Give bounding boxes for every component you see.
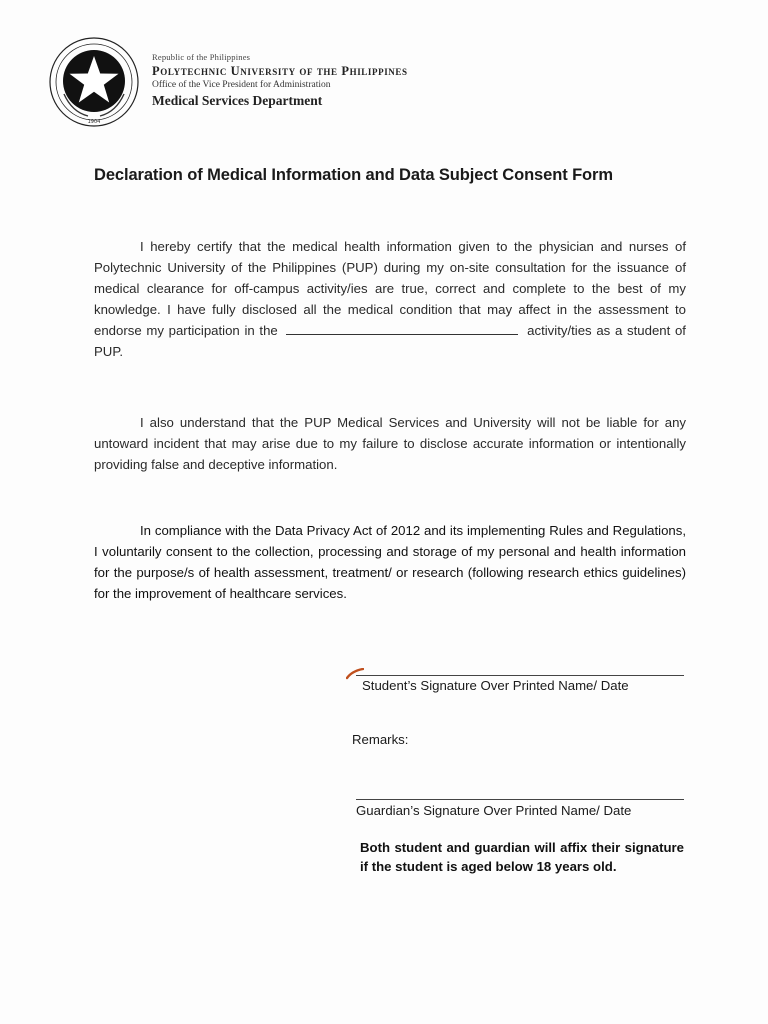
republic-line: Republic of the Philippines: [152, 52, 251, 62]
guardian-signature-line[interactable]: [356, 799, 684, 800]
office-line: Office of the Vice President for Administration: [152, 80, 331, 90]
paragraph2-text: I also understand that the PUP Medical Services and University will not be liable for any untoward incident that may arise due to my failure to disclose accurate information or intentionally providing false and deceptive information.: [94, 415, 686, 472]
guardian-signature-label: Guardian’s Signature Over Printed Name/ Date: [356, 803, 632, 818]
letterhead: [48, 36, 668, 136]
paragraph-liability: [94, 412, 686, 475]
seal-year: 1904: [87, 119, 101, 125]
student-signature-label: Student’s Signature Over Printed Name/ Date: [362, 678, 629, 693]
guardian-note: Both student and guardian will affix their signature if the student is aged below 18 years old.: [360, 840, 684, 874]
paragraph-certification: [94, 236, 686, 362]
paragraph1-text: I hereby certify that the medical health information given to the physician and nurses of Polytechnic University of the Philippines (PUP) during my on-site consultation for the issuance of medical clearance for off-campus activity/ies are true, correct and complete to the best of my knowledge. I have fully disclosed all the medical condition that may affect in the assessment to endorse my participation in the: [94, 239, 686, 338]
department-name: Medical Services Department: [152, 93, 323, 108]
remarks-label: Remarks:: [352, 732, 409, 747]
pup-seal-icon: [48, 36, 140, 128]
form-title: Declaration of Medical Information and Data Subject Consent Form: [94, 166, 613, 184]
activity-blank-field[interactable]: [286, 322, 518, 335]
university-name: Polytechnic University of the Philippines: [152, 64, 408, 78]
paragraph-data-privacy: [94, 520, 686, 604]
paragraph3-text: In compliance with the Data Privacy Act of 2012 and its implementing Rules and Regulations, I voluntarily consent to the collection, processing and storage of my personal and health information for the purpose/s of health assessment, treatment/ or research (following research ethics guidelines) for the improvement of healthcare services.: [94, 523, 686, 601]
paragraph1-tail: activity/ties as a student of PUP.: [94, 323, 686, 359]
student-signature-line[interactable]: [356, 675, 684, 676]
letterhead-text: [152, 52, 408, 109]
